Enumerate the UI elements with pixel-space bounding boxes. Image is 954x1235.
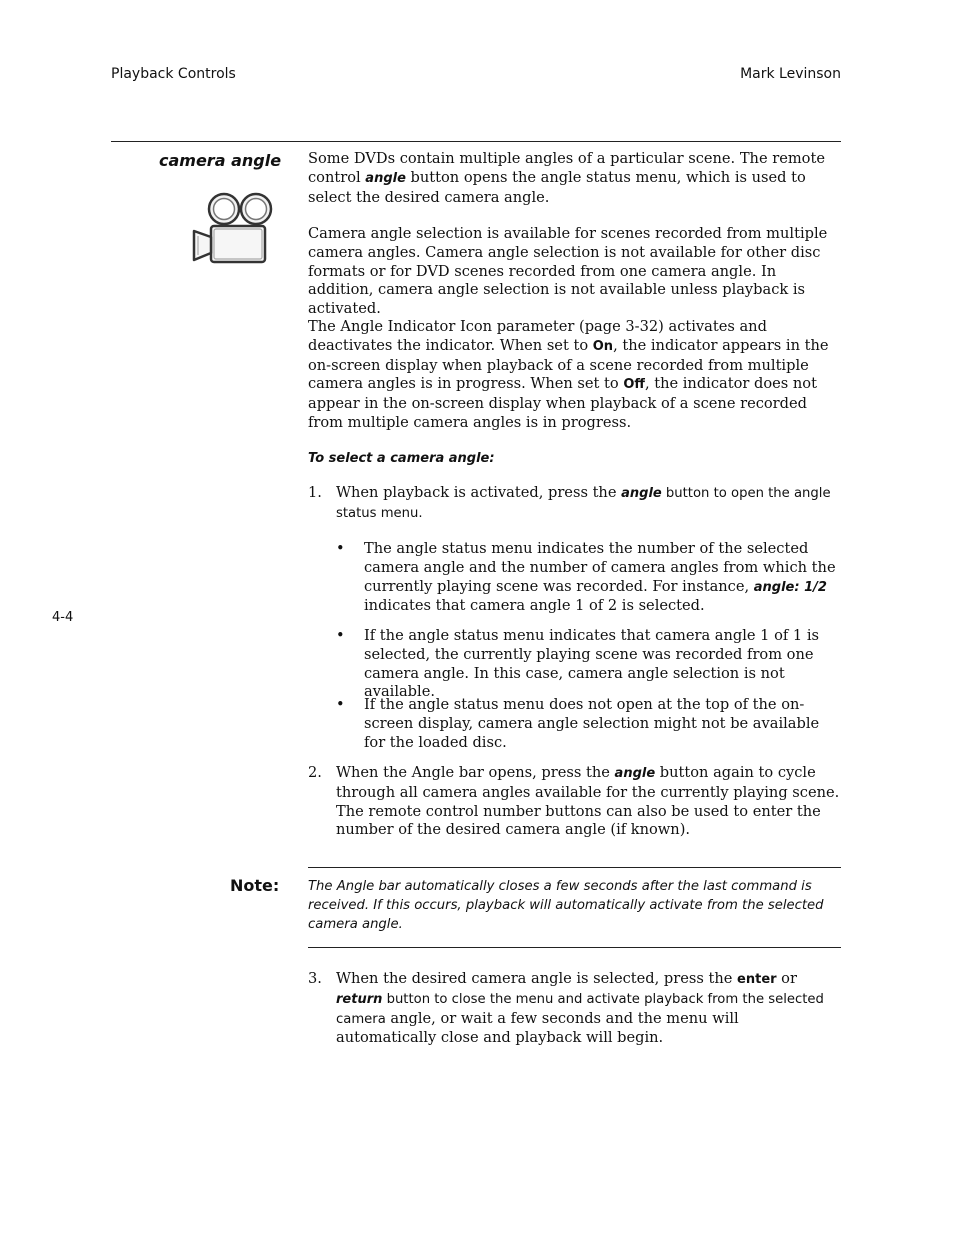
note-label: Note: [230, 876, 280, 895]
step-3: 3. When the desired camera angle is selected, press the enter or return button to close the menu and activate playback from the selected camera angle, or wait a few seconds and the menu will automatically close and playback will begin. [308, 970, 824, 1047]
movie-camera-icon [190, 190, 276, 266]
on-keyword: On [592, 338, 614, 354]
page-number: 4-4 [52, 610, 74, 625]
bullet-item: • If the angle status menu indicates that camera angle 1 of 1 is selected, the currently playing scene was recorded from one camera angle. In this case, camera angle selection is not available. [336, 627, 820, 701]
bullet-item: • The angle status menu indicates the number of the selected camera angle and the number of camera angles from which the currently playing scene was recorded. For instance, angle: 1/2 indicates that camera angle 1 of 2 is selected. [336, 540, 836, 615]
bullet-marker: • [336, 627, 345, 644]
angle-keyword: angle [621, 486, 662, 501]
bullet-item: • If the angle status menu does not open at the top of the on-screen display, camera angle selection might not be available for the loaded disc. [336, 696, 820, 751]
running-header-title: Playback Controls [111, 66, 236, 82]
angle-value-keyword: angle: 1/2 [753, 579, 827, 595]
bullet-marker: • [336, 540, 345, 557]
intro-paragraph-3: The Angle Indicator Icon parameter (page 3-32) activates and deactivates the indicator. When set to On, the indicator appears in the on-screen display when playback of a scene recorded from multiple camera angles is in progress. When set to Off, the indicator does not appear in the on-screen display when playback of a scene recorded from multiple camera angles is in progress. [308, 318, 829, 431]
step-1: 1. When playback is activated, press the angle button to open the angle status menu. [308, 484, 831, 521]
off-keyword: Off [623, 377, 645, 393]
running-header-brand: Mark Levinson [740, 66, 841, 82]
section-divider [111, 141, 841, 142]
step-number: 1. [308, 484, 322, 501]
step-number: 3. [308, 970, 322, 987]
note-text: The Angle bar automatically closes a few seconds after the last command is received. If this occurs, playback will automatically activate from the selected camera angle. [308, 879, 824, 932]
step-number: 2. [308, 764, 322, 781]
intro-paragraph-1: Some DVDs contain multiple angles of a particular scene. The remote control angle button opens the angle status menu, which is used to select the desired camera angle. [308, 150, 825, 206]
step-2: 2. When the Angle bar opens, press the angle button again to cycle through all camera angles available for the currently playing scene. The remote control number buttons can also be used to enter the number of the desired camera angle (if known). [308, 764, 840, 839]
angle-keyword: angle [614, 766, 656, 781]
note-top-rule [308, 867, 841, 868]
enter-keyword: enter [737, 972, 777, 987]
intro-paragraph-2: Camera angle selection is available for scenes recorded from multiple camera angles. Camera angle selection is not available for other disc formats or for DVD scenes recorded from one camera angle. In addition, camera angle selection is not available unless playback is activated. [308, 225, 828, 318]
section-heading: camera angle [159, 151, 282, 170]
return-keyword: return [336, 991, 383, 1007]
note-bottom-rule [308, 947, 841, 948]
angle-keyword: angle [365, 170, 406, 186]
procedure-heading: To select a camera angle: [308, 451, 495, 466]
bullet-marker: • [336, 696, 345, 713]
